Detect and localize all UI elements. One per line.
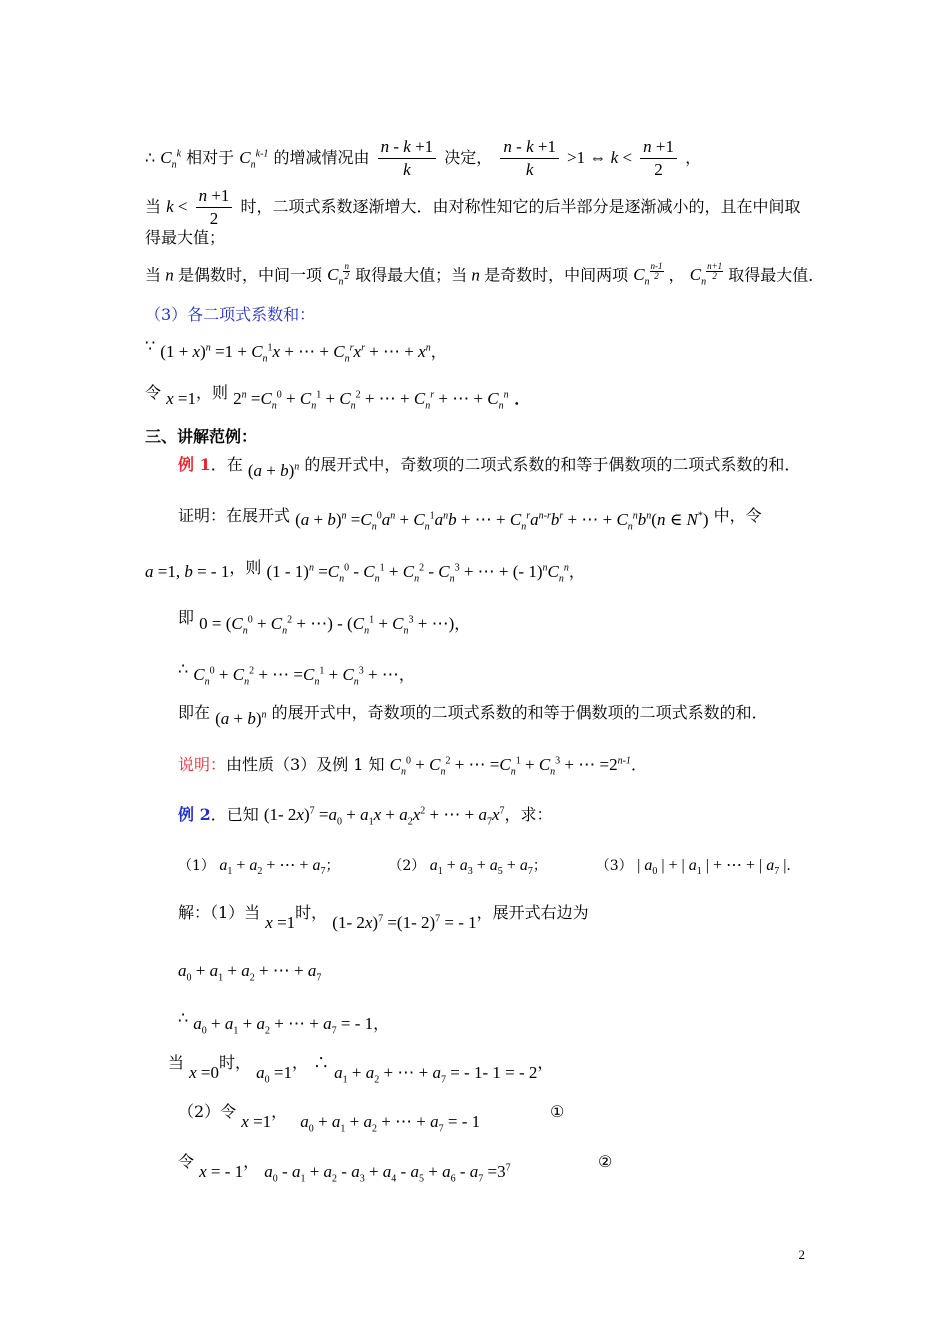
proof-1: 证明：在展开式 $(a + b)^n =C_n^0a^n + C_n^1a^nb$ + ⋯ + $C_n^ra^{n-r}b^r$ + ⋯ + $C_n^nb^n(n$ ∈ N*) 中，令 xyxy=(178,506,762,533)
text: （1） xyxy=(178,858,215,874)
solution-2: $a_0 + a_1 + a_2$ + ⋯ + $a_7$ xyxy=(178,961,322,984)
text: 由性质（3）及例 1 知 xyxy=(226,755,385,774)
text: 是偶数时，中间一项 xyxy=(178,265,323,285)
text: 取得最大值． xyxy=(728,265,825,285)
text: 令 xyxy=(178,1152,195,1171)
note: 说明：由性质（3）及例 1 知 $C_n^0 + C_n^2$ + ⋯ $=C_n^1 + C_n^3$ + ⋯ $=2^{n-1}$． xyxy=(178,755,647,778)
text: 是奇数时，中间两项 xyxy=(484,265,629,285)
example-label: 例 2 xyxy=(178,805,211,824)
text: 解：（1）当 xyxy=(178,903,261,922)
fraction: $\frac{n +1}{2}$ xyxy=(640,138,677,179)
solution-4: 当 x =0时， $a_0 =1$， ∴ $a_1 + a_2$ + ⋯ + $a_7$ = - 1- 1 = - 2， xyxy=(168,1053,554,1086)
line-4: 当 n 是偶数时，中间一项 $C_n$ $^{\frac{n}{2}}$ 取得最大值；当 n 是奇数时，中间两项 $C_n$ $^{\frac{n-1}{2}}$ ， $C_n$ $^{\frac{n+1}{2}}$ 取得最大值． xyxy=(145,261,825,288)
solution-6: 令 x = - 1， $a_0 - a_1 + a_2 - a_3 + a_4 - a_5 + a_6 - a_7 =3^7$ xyxy=(178,1152,511,1185)
line-5: ∵ $(1 + x)^n =1 + C_n^1x$ + ⋯ + $C_n^rx^r$ + ⋯ + $x^n$， xyxy=(145,336,447,365)
text: ， xyxy=(668,265,685,285)
section-3-title: （3）各二项式系数和： xyxy=(145,305,316,324)
solution-5: （2）令 x =1， $a_0 + a_1 + a_2$ + ⋯ + $a_7$ = - 1 xyxy=(178,1102,481,1135)
solution-1: 解：（1）当 x =1时， (1- 2x)$^7$ =(1- 2)$^7$ = - 1，展开式右边为 xyxy=(178,903,589,932)
text: 证明：在展开式 xyxy=(178,506,291,525)
text: 的展开式中，奇数项的二项式系数的和等于偶数项的二项式系数的和． xyxy=(304,455,801,474)
line-2: 当 k < $\frac{n +1}{2}$ 时，二项式系数逐渐增大．由对称性知它的后半部分是逐渐减小的，且在中间取 xyxy=(145,186,801,228)
text: 令 xyxy=(145,383,162,402)
proof-2: a =1, b = - 1，则 $(1 - 1)^n =C_n^0 - C_n^1 + C_n^2 - C_n^3$ + ⋯ + (- $1)^nC_n^n$， xyxy=(145,558,585,585)
text: 取得最大值；当 xyxy=(355,265,468,285)
text: 即 xyxy=(178,608,195,627)
text: 当 xyxy=(145,265,162,285)
circle-2: ② xyxy=(598,1152,613,1171)
text: 的增减情况由 xyxy=(273,148,370,167)
text: 当 xyxy=(145,197,162,216)
proof-3: 即 $0 = (C_n^0 + C_n^2$ + ⋯) - ($C_n^1 + C_n^3$ + ⋯)， xyxy=(178,608,471,637)
text: 中，令 xyxy=(713,506,762,525)
text: 的展开式中，奇数项的二项式系数的和等于偶数项的二项式系数的和． xyxy=(271,703,768,722)
proof-4: ∴ $C_n^0 + C_n^2$ + ⋯ $=C_n^1 + C_n^3$ + ⋯， xyxy=(178,659,415,688)
text: ，则 xyxy=(229,558,262,577)
example-label: 例 1 xyxy=(178,455,211,474)
text: ，展开式右边为 xyxy=(476,903,589,922)
text: ，求： xyxy=(504,805,553,824)
proof-5: 即在 $(a + b)^n$ 的展开式中，奇数项的二项式系数的和等于偶数项的二项式系数的和． xyxy=(178,703,768,728)
line-6: 令 x =1，则 $2^n =C_n^0 + C_n^1 + C_n^2$ + ⋯ + $C_n^r$ + ⋯ + $C_n^n$ ． xyxy=(145,383,531,412)
note-label: 说明： xyxy=(178,755,227,774)
text: （2） xyxy=(388,858,426,874)
text: 即在 xyxy=(178,703,211,722)
section-title: 三、讲解范例： xyxy=(145,427,258,446)
text: （2）令 xyxy=(178,1102,237,1121)
text: （3） xyxy=(595,858,633,874)
questions: （1） $a_1 + a_2$ + ⋯ + $a_7$； （2） $a_1 + a_3 + a_5 + a_7$； （3） | $a_0$ | + | $a_1$ | + ⋯ + | $a_7$ |． xyxy=(178,857,801,878)
page-number: 2 xyxy=(798,1247,805,1262)
fraction: $\frac{n - k +1}{k}$ xyxy=(500,138,559,179)
line-3: 得最大值； xyxy=(145,228,226,247)
line-1: ∴ $C_n^k$ 相对于 $C_n^{k-1}$ 的增减情况由 $\frac{n - k +1}{k}$ 决定， $\frac{n - k +1}{k}$ >1 ⇔ k < $\frac{n +1}{2}$ ， xyxy=(145,137,702,179)
text: ．已知 xyxy=(210,805,259,824)
text: 决定， xyxy=(444,148,493,167)
solution-3: ∴ $a_0 + a_1 + a_2$ + ⋯ + $a_7$ = - 1， xyxy=(178,1008,390,1037)
text: 时， xyxy=(295,903,328,922)
fraction: $\frac{n +1}{2}$ xyxy=(196,187,233,228)
fraction: $\frac{n - k +1}{k}$ xyxy=(378,138,437,179)
circle-1: ① xyxy=(550,1102,565,1121)
example-1: 例 1．在 $(a + b)^n$ 的展开式中，奇数项的二项式系数的和等于偶数项的二项式系数的和． xyxy=(178,455,801,480)
text: ，则 xyxy=(196,383,229,402)
example-2: 例 2．已知 (1- $2x)^7 =a_0 + a_1x + a_2x^2$ + ⋯ + $a_7x^7$，求： xyxy=(178,805,553,828)
text: 时， xyxy=(219,1053,252,1072)
text: 时，二项式系数逐渐增大．由对称性知它的后半部分是逐渐减小的，且在中间取 xyxy=(240,197,801,216)
text: ．在 xyxy=(210,455,243,474)
text: 相对于 xyxy=(186,148,235,167)
text: 当 xyxy=(168,1053,185,1072)
